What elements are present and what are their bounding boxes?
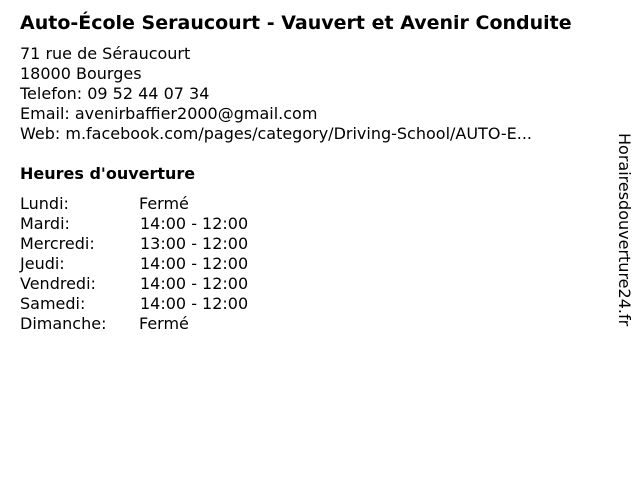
hours-row-mercredi (20, 234, 350, 254)
address-line2: 18000 Bourges (20, 64, 142, 83)
opening-hours-table (20, 194, 350, 334)
day-hours: 14:00 - 12:00 (140, 254, 249, 273)
day-hours: Fermé (139, 194, 189, 213)
day-hours: 14:00 - 12:00 (140, 214, 249, 233)
hours-row-samedi (20, 294, 350, 314)
hours-row-jeudi (20, 254, 350, 274)
opening-hours-heading: Heures d'ouverture (20, 164, 196, 183)
email-address[interactable]: avenirbaffier2000@gmail.com (74, 104, 318, 123)
phone-label: Telefon: (20, 84, 83, 103)
day-label: Mardi: (20, 214, 70, 233)
hours-row-dimanche (20, 314, 350, 334)
address-line1: 71 rue de Séraucourt (20, 44, 191, 63)
web-line (20, 124, 532, 144)
day-hours: Fermé (139, 314, 189, 333)
phone-number[interactable]: 09 52 44 07 34 (87, 84, 210, 103)
phone-line (20, 84, 532, 104)
hours-row-mardi (20, 214, 350, 234)
email-label: Email: (20, 104, 70, 123)
web-label: Web: (20, 124, 61, 143)
day-hours: 14:00 - 12:00 (140, 274, 249, 293)
day-label: Lundi: (20, 194, 69, 213)
site-watermark: Horairesdouverture24.fr (615, 133, 634, 327)
day-label: Mercredi: (20, 234, 95, 253)
web-link[interactable]: m.facebook.com/pages/category/Driving-School/AUTO-E... (65, 124, 533, 143)
hours-row-lundi (20, 194, 350, 214)
day-label: Vendredi: (20, 274, 96, 293)
day-label: Dimanche: (20, 314, 107, 333)
day-label: Jeudi: (20, 254, 65, 273)
day-hours: 14:00 - 12:00 (140, 294, 249, 313)
day-hours: 13:00 - 12:00 (140, 234, 249, 253)
hours-row-vendredi (20, 274, 350, 294)
business-name: Auto-École Seraucourt - Vauvert et Avenir Conduite (20, 12, 572, 34)
business-info (20, 44, 532, 144)
email-line (20, 104, 532, 124)
day-label: Samedi: (20, 294, 86, 313)
